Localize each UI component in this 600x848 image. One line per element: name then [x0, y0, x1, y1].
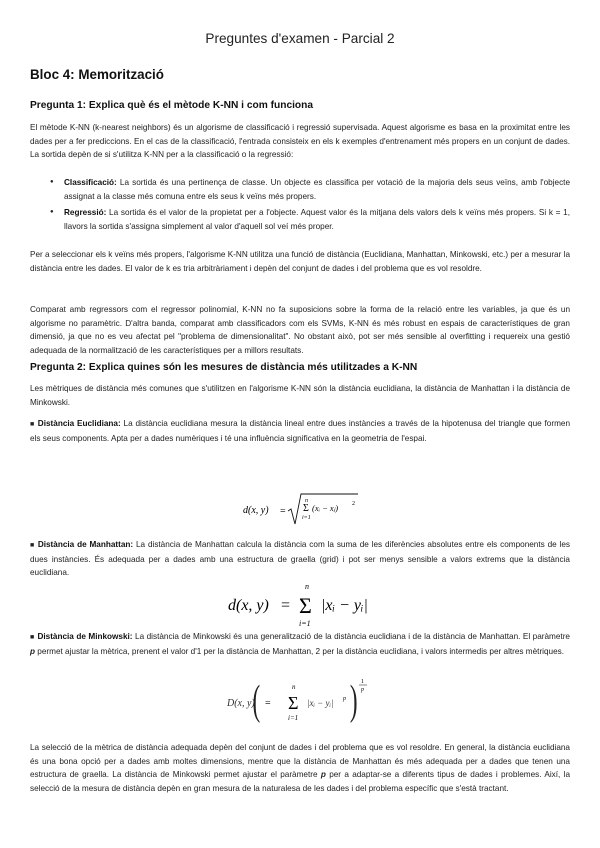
manhattan-label: Distància de Manhattan:: [37, 540, 134, 549]
left-paren-icon: (: [252, 678, 261, 724]
euclid-sum-top: n: [305, 498, 308, 504]
minkowski-label: Distància de Minkowski:: [37, 632, 133, 641]
q2-intro: Les mètriques de distància més comunes que s'utilitzen en l'algorisme K-NN són la distància euclidiana, la distància de Manhattan i la distància de Minkowski.: [30, 384, 570, 407]
euclid-sum-bottom: i=1: [302, 515, 311, 521]
minkowski-paragraph: [30, 630, 570, 658]
manhattan-text: La distància de Manhattan calcula la distància com la suma de les diferències absolutes entre els components de les dues instàncies. És adequada per a dades amb una estructura de graella (grid) i pot ser menys sensible a valors extrems que la distància euclidiana.: [30, 540, 570, 578]
page-title: Preguntes d'examen - Parcial 2: [205, 31, 395, 46]
square-bullet-icon: ■: [30, 421, 35, 428]
bullet-classification: [50, 176, 570, 203]
euclidean-text: La distància euclidiana mesura la distància lineal entre dues instàncies a través de la hipotenusa del triangle que formen els seus components. Apta per a dades numèriques i té una influència significativa en la geometria de l'espai.: [30, 419, 571, 443]
mink-sum-bottom: i=1: [288, 714, 299, 722]
manhattan-paragraph: [30, 538, 570, 580]
mink-equals: =: [265, 698, 271, 709]
minkowski-p: p: [30, 646, 36, 656]
mink-sum-top: n: [292, 683, 296, 691]
manhattan-formula: [225, 578, 385, 630]
bullet-regression-label: Regressió:: [64, 208, 107, 218]
minkowski-formula: [225, 676, 385, 730]
conclusion-paragraph: [30, 741, 570, 795]
sigma-icon: Σ: [303, 503, 309, 514]
euclid-equals: =: [280, 506, 286, 517]
q1-paragraph-1: El mètode K-NN (k-nearest neighbors) és un algorisme de classificació i regressió supervisada. Aquest algorisme es basa en la proximitat entre les dades per a fer prediccions. En el cas de la classificació, l'entrada consisteix en els k exemples d'entrenament més propers en un conjunt de dades. La sortida depèn de si s'utilitza K-NN per a la classificació o la regressió:: [30, 123, 570, 160]
q1-paragraph-2: Per a seleccionar els k veïns més propers, l'algorisme K-NN utilitza una funció de distància (Euclidiana, Manhattan, Minkowski, etc.) per a mesurar la distància entre les dades. El valor de k es tria arbitràriament i depèn del conjunt de dades i del problema que es vol resoldre.: [30, 250, 570, 273]
q1-paragraph-3: Comparat amb regressors com el regressor polinomial, K-NN no fa suposicions sobre la forma de la relació entre les variables, ja que és un algorisme no paramètric. D'altra banda, comparat amb classificadors com els SVMs, K-NN és més robust en espais de característiques de gran dimensió, ja que no es veu afectat pel "problema de dimensionalitat". No obstant això, pot ser més sensible al overfitting i requereix una gestió adequada de la normalització de les característiques per a millors resultats.: [30, 305, 570, 355]
euclidean-formula: [230, 490, 370, 530]
bullet-classification-text: La sortida és una pertinença de classe. Un objecte es classifica per votació de la majoria dels seus veïns, amb l'objecte assignat a la classe més comuna entre els seus k veïns més propers.: [64, 178, 570, 201]
conclusion-text-a: La selecció de la mètrica de distància adequada depèn del conjunt de dades i del problema que es vol resoldre. En general, la distància euclidiana és una bona opció per a dades amb moltes dimensions, mentre que la distància de Manhattan és més adequada per a dades que tenen una estructura de graella. La distància de Minkowski permet ajustar el paràmetre: [30, 743, 570, 780]
q1-bullet-list: [50, 176, 570, 236]
mink-outer-exponent-den: p: [361, 687, 364, 693]
minkowski-text-a: La distància de Minkowski és una generalització de la distància euclidiana i de la distància de Manhattan. El paràmetre: [132, 632, 570, 641]
euclid-body: (xᵢ − xⱼ): [312, 503, 339, 513]
square-bullet-icon: ■: [30, 542, 35, 549]
manh-equals: =: [281, 597, 291, 614]
bullet-regression-text: La sortida és el valor de la propietat per a l'objecte. Aquest valor és la mitjana dels valors dels k veïns més propers. Si k = 1, llavors la sortida s'assigna simplement al valor d'aquell sol veí més proper.: [64, 208, 570, 231]
mink-outer-exponent-num: 1: [361, 679, 364, 685]
section-heading: Bloc 4: Memorització: [30, 67, 164, 82]
euclidean-label: Distància Euclidiana:: [37, 419, 121, 428]
right-paren-icon: ): [349, 678, 358, 724]
euclidean-paragraph: [30, 417, 570, 445]
bullet-regression: [50, 206, 570, 233]
question-1-heading: Pregunta 1: Explica què és el mètode K-NN i com funciona: [30, 100, 314, 111]
euclid-lhs: d(x, y): [243, 505, 269, 516]
conclusion-p: p: [320, 770, 326, 780]
sigma-icon: Σ: [288, 693, 299, 713]
manh-sum-bottom: i=1: [299, 619, 311, 628]
manh-lhs: d(x, y): [228, 597, 269, 614]
minkowski-text-b: permet ajustar la mètrica, prenent el valor d'1 per la distància de Manhattan, 2 per la distància euclidiana, i valors intermedis per altres mètriques.: [35, 646, 565, 656]
mink-lhs: D(x, y): [227, 698, 255, 709]
manh-body: |xᵢ − yᵢ|: [321, 597, 368, 614]
square-bullet-icon: ■: [30, 634, 35, 641]
mink-body: |xᵢ − yᵢ|: [307, 698, 334, 708]
mink-inner-exponent: p: [343, 696, 346, 702]
manh-sum-top: n: [305, 582, 309, 591]
bullet-classification-label: Classificació:: [64, 178, 117, 187]
question-2-heading: Pregunta 2: Explica quines són les mesures de distància més utilitzades a K-NN: [30, 362, 418, 373]
sigma-icon: Σ: [299, 593, 312, 618]
euclid-exponent: 2: [352, 501, 355, 507]
conclusion-text-b: per a adaptar-se a diferents tipus de dades i problemes. Així, la selecció de la mesura de distància depèn en gran mesura de la naturalesa de les dades i del problema específic que s'està tractant.: [30, 770, 571, 793]
